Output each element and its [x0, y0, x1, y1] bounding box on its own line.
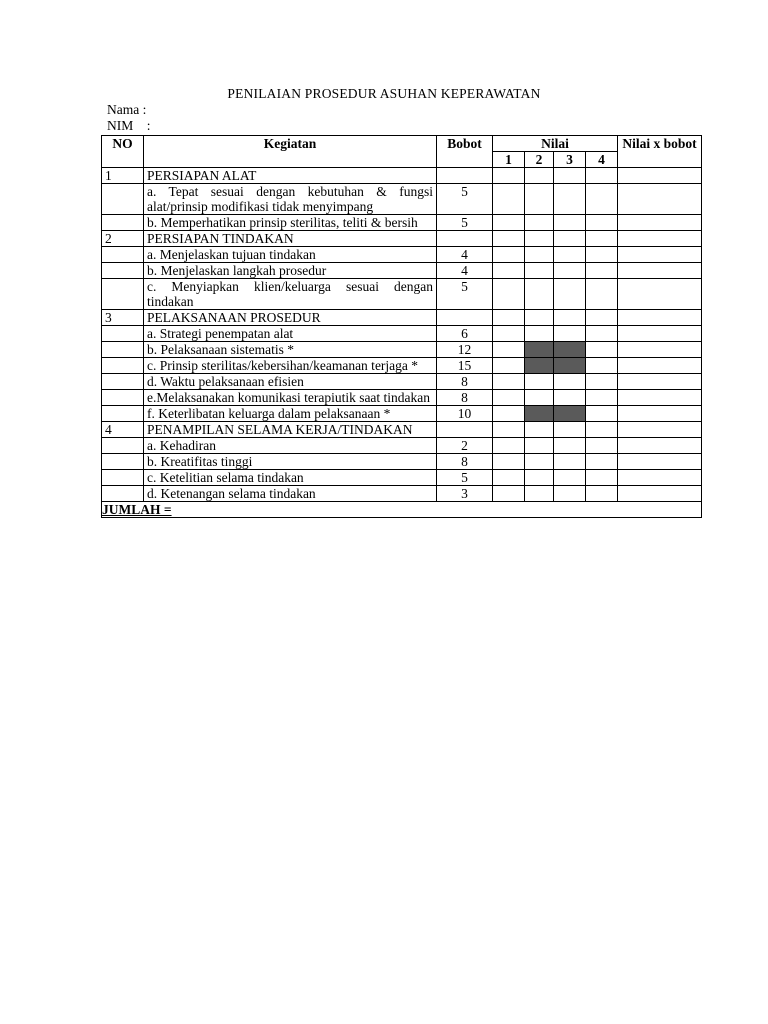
nilai-cell: [525, 486, 554, 502]
nilai-cell: [554, 184, 586, 215]
nilai-cell: [525, 310, 554, 326]
header-nilai-2: 2: [525, 152, 554, 168]
nilai-x-bobot-cell: [618, 263, 702, 279]
nilai-x-bobot-cell: [618, 470, 702, 486]
item-text: a. Tepat sesuai dengan kebutuhan & fungsi alat/prinsip modifikasi tidak menyimpang: [144, 184, 437, 215]
item-bobot: 4: [437, 263, 493, 279]
section-heading: PENAMPILAN SELAMA KERJA/TINDAKAN: [144, 422, 437, 438]
section-row: [102, 310, 702, 326]
nilai-x-bobot-cell: [618, 422, 702, 438]
nilai-cell: [493, 342, 525, 358]
no-cell: [102, 406, 144, 422]
header-kegiatan: Kegiatan: [144, 136, 437, 168]
nilai-cell: [554, 263, 586, 279]
nilai-cell: [525, 247, 554, 263]
item-row: [102, 184, 702, 215]
nilai-x-bobot-cell: [618, 390, 702, 406]
nilai-x-bobot-cell: [618, 168, 702, 184]
item-text: c. Prinsip sterilitas/kebersihan/keamanan terjaga *: [144, 358, 437, 374]
item-bobot: 8: [437, 454, 493, 470]
nilai-cell: [525, 438, 554, 454]
item-bobot: 5: [437, 215, 493, 231]
nilai-cell: [525, 168, 554, 184]
item-row: [102, 438, 702, 454]
nilai-cell: [554, 326, 586, 342]
nilai-cell: [586, 184, 618, 215]
header-nilai-1: 1: [493, 152, 525, 168]
section-row: [102, 168, 702, 184]
header-bobot: Bobot: [437, 136, 493, 168]
nilai-cell: [586, 263, 618, 279]
header-nilai-3: 3: [554, 152, 586, 168]
nilai-cell: [586, 470, 618, 486]
item-text: c. Ketelitian selama tindakan: [144, 470, 437, 486]
nilai-cell: [586, 390, 618, 406]
header-nilai: Nilai: [493, 136, 618, 152]
item-row: [102, 454, 702, 470]
item-text: b. Pelaksanaan sistematis *: [144, 342, 437, 358]
nilai-cell: [525, 326, 554, 342]
item-text: b. Kreatifitas tinggi: [144, 454, 437, 470]
bobot-cell: [437, 422, 493, 438]
item-row: [102, 326, 702, 342]
nilai-cell: [493, 310, 525, 326]
item-bobot: 6: [437, 326, 493, 342]
no-cell: [102, 374, 144, 390]
item-text: d. Ketenangan selama tindakan: [144, 486, 437, 502]
nilai-cell: [586, 168, 618, 184]
item-row: [102, 390, 702, 406]
nilai-x-bobot-cell: [618, 326, 702, 342]
section-number: 3: [102, 310, 144, 326]
item-text: b. Memperhatikan prinsip sterilitas, teliti & bersih: [144, 215, 437, 231]
nilai-cell: [493, 279, 525, 310]
no-cell: [102, 486, 144, 502]
item-text: b. Menjelaskan langkah prosedur: [144, 263, 437, 279]
nilai-cell: [554, 231, 586, 247]
bobot-cell: [437, 231, 493, 247]
nilai-cell: [493, 406, 525, 422]
nilai-cell: [586, 406, 618, 422]
item-bobot: 3: [437, 486, 493, 502]
item-text: e.Melaksanakan komunikasi terapiutik saat tindakan: [144, 390, 437, 406]
nilai-x-bobot-cell: [618, 279, 702, 310]
nilai-cell: [493, 326, 525, 342]
bobot-cell: [437, 310, 493, 326]
section-row: [102, 422, 702, 438]
nilai-cell: [525, 470, 554, 486]
nilai-cell: [493, 422, 525, 438]
nilai-x-bobot-cell: [618, 215, 702, 231]
item-bobot: 15: [437, 358, 493, 374]
item-bobot: 10: [437, 406, 493, 422]
section-number: 1: [102, 168, 144, 184]
nilai-x-bobot-cell: [618, 231, 702, 247]
nilai-x-bobot-cell: [618, 310, 702, 326]
nilai-cell: [554, 358, 586, 374]
header-nilai-4: 4: [586, 152, 618, 168]
item-row: [102, 342, 702, 358]
no-cell: [102, 438, 144, 454]
section-row: [102, 231, 702, 247]
nilai-cell: [586, 358, 618, 374]
nilai-cell: [525, 279, 554, 310]
nilai-cell: [586, 486, 618, 502]
nilai-cell: [525, 422, 554, 438]
nilai-cell: [525, 390, 554, 406]
nilai-cell: [586, 215, 618, 231]
nilai-cell: [554, 406, 586, 422]
nilai-cell: [586, 374, 618, 390]
header-no: NO: [102, 136, 144, 168]
item-bobot: 8: [437, 374, 493, 390]
nilai-cell: [554, 310, 586, 326]
nilai-cell: [554, 422, 586, 438]
section-heading: PERSIAPAN ALAT: [144, 168, 437, 184]
item-bobot: 5: [437, 279, 493, 310]
section-heading: PELAKSANAAN PROSEDUR: [144, 310, 437, 326]
item-bobot: 5: [437, 470, 493, 486]
nilai-cell: [493, 374, 525, 390]
nilai-cell: [525, 358, 554, 374]
item-row: [102, 247, 702, 263]
nilai-cell: [586, 279, 618, 310]
no-cell: [102, 358, 144, 374]
nilai-cell: [493, 231, 525, 247]
nilai-cell: [554, 470, 586, 486]
nilai-cell: [586, 247, 618, 263]
item-row: [102, 358, 702, 374]
nilai-cell: [525, 184, 554, 215]
nilai-cell: [525, 231, 554, 247]
nilai-x-bobot-cell: [618, 358, 702, 374]
nilai-cell: [525, 263, 554, 279]
item-row: [102, 215, 702, 231]
item-row: [102, 406, 702, 422]
document-title: PENILAIAN PROSEDUR ASUHAN KEPERAWATAN: [227, 86, 541, 101]
nilai-cell: [554, 454, 586, 470]
nilai-cell: [554, 247, 586, 263]
section-number: 2: [102, 231, 144, 247]
nilai-cell: [586, 231, 618, 247]
nilai-x-bobot-cell: [618, 184, 702, 215]
no-cell: [102, 454, 144, 470]
nilai-cell: [586, 438, 618, 454]
nilai-cell: [493, 215, 525, 231]
header-nilai-x-bobot: Nilai x bobot: [618, 136, 702, 168]
nilai-cell: [525, 454, 554, 470]
no-cell: [102, 279, 144, 310]
item-text: a. Kehadiran: [144, 438, 437, 454]
no-cell: [102, 215, 144, 231]
section-heading: PERSIAPAN TINDAKAN: [144, 231, 437, 247]
item-row: [102, 470, 702, 486]
nilai-cell: [586, 310, 618, 326]
no-cell: [102, 390, 144, 406]
nilai-x-bobot-cell: [618, 374, 702, 390]
nilai-cell: [493, 390, 525, 406]
nilai-x-bobot-cell: [618, 454, 702, 470]
nilai-cell: [586, 454, 618, 470]
jumlah-row: [102, 502, 702, 518]
item-text: a. Menjelaskan tujuan tindakan: [144, 247, 437, 263]
item-row: [102, 279, 702, 310]
no-cell: [102, 263, 144, 279]
bobot-cell: [437, 168, 493, 184]
nilai-cell: [554, 486, 586, 502]
nim-label: NIM :: [107, 118, 151, 133]
nilai-cell: [586, 422, 618, 438]
nilai-x-bobot-cell: [618, 342, 702, 358]
nilai-cell: [525, 374, 554, 390]
nilai-cell: [493, 486, 525, 502]
item-row: [102, 374, 702, 390]
nilai-cell: [586, 342, 618, 358]
no-cell: [102, 184, 144, 215]
item-bobot: 8: [437, 390, 493, 406]
no-cell: [102, 326, 144, 342]
item-row: [102, 486, 702, 502]
no-cell: [102, 342, 144, 358]
item-text: d. Waktu pelaksanaan efisien: [144, 374, 437, 390]
nilai-x-bobot-cell: [618, 247, 702, 263]
nilai-cell: [493, 438, 525, 454]
nilai-cell: [493, 184, 525, 215]
assessment-table: [101, 135, 702, 518]
item-bobot: 5: [437, 184, 493, 215]
nilai-x-bobot-cell: [618, 406, 702, 422]
item-text: c. Menyiapkan klien/keluarga sesuai dengan tindakan: [144, 279, 437, 310]
section-number: 4: [102, 422, 144, 438]
no-cell: [102, 470, 144, 486]
nilai-cell: [525, 342, 554, 358]
item-text: a. Strategi penempatan alat: [144, 326, 437, 342]
nilai-cell: [493, 263, 525, 279]
nilai-cell: [586, 326, 618, 342]
nilai-cell: [554, 168, 586, 184]
nilai-cell: [493, 358, 525, 374]
nilai-x-bobot-cell: [618, 486, 702, 502]
header-row: [102, 136, 702, 152]
nilai-x-bobot-cell: [618, 438, 702, 454]
no-cell: [102, 247, 144, 263]
item-bobot: 4: [437, 247, 493, 263]
jumlah-label: JUMLAH =: [102, 502, 702, 518]
nilai-cell: [493, 247, 525, 263]
nilai-cell: [554, 342, 586, 358]
item-text: f. Keterlibatan keluarga dalam pelaksanaan *: [144, 406, 437, 422]
item-row: [102, 263, 702, 279]
nilai-cell: [554, 374, 586, 390]
nilai-cell: [554, 390, 586, 406]
nilai-cell: [554, 279, 586, 310]
item-bobot: 2: [437, 438, 493, 454]
nilai-cell: [525, 406, 554, 422]
nilai-cell: [525, 215, 554, 231]
nilai-cell: [554, 215, 586, 231]
nilai-cell: [493, 168, 525, 184]
nilai-cell: [493, 454, 525, 470]
nilai-cell: [493, 470, 525, 486]
item-bobot: 12: [437, 342, 493, 358]
nama-label: Nama :: [107, 102, 147, 117]
table-body: [102, 168, 702, 518]
nilai-cell: [554, 438, 586, 454]
